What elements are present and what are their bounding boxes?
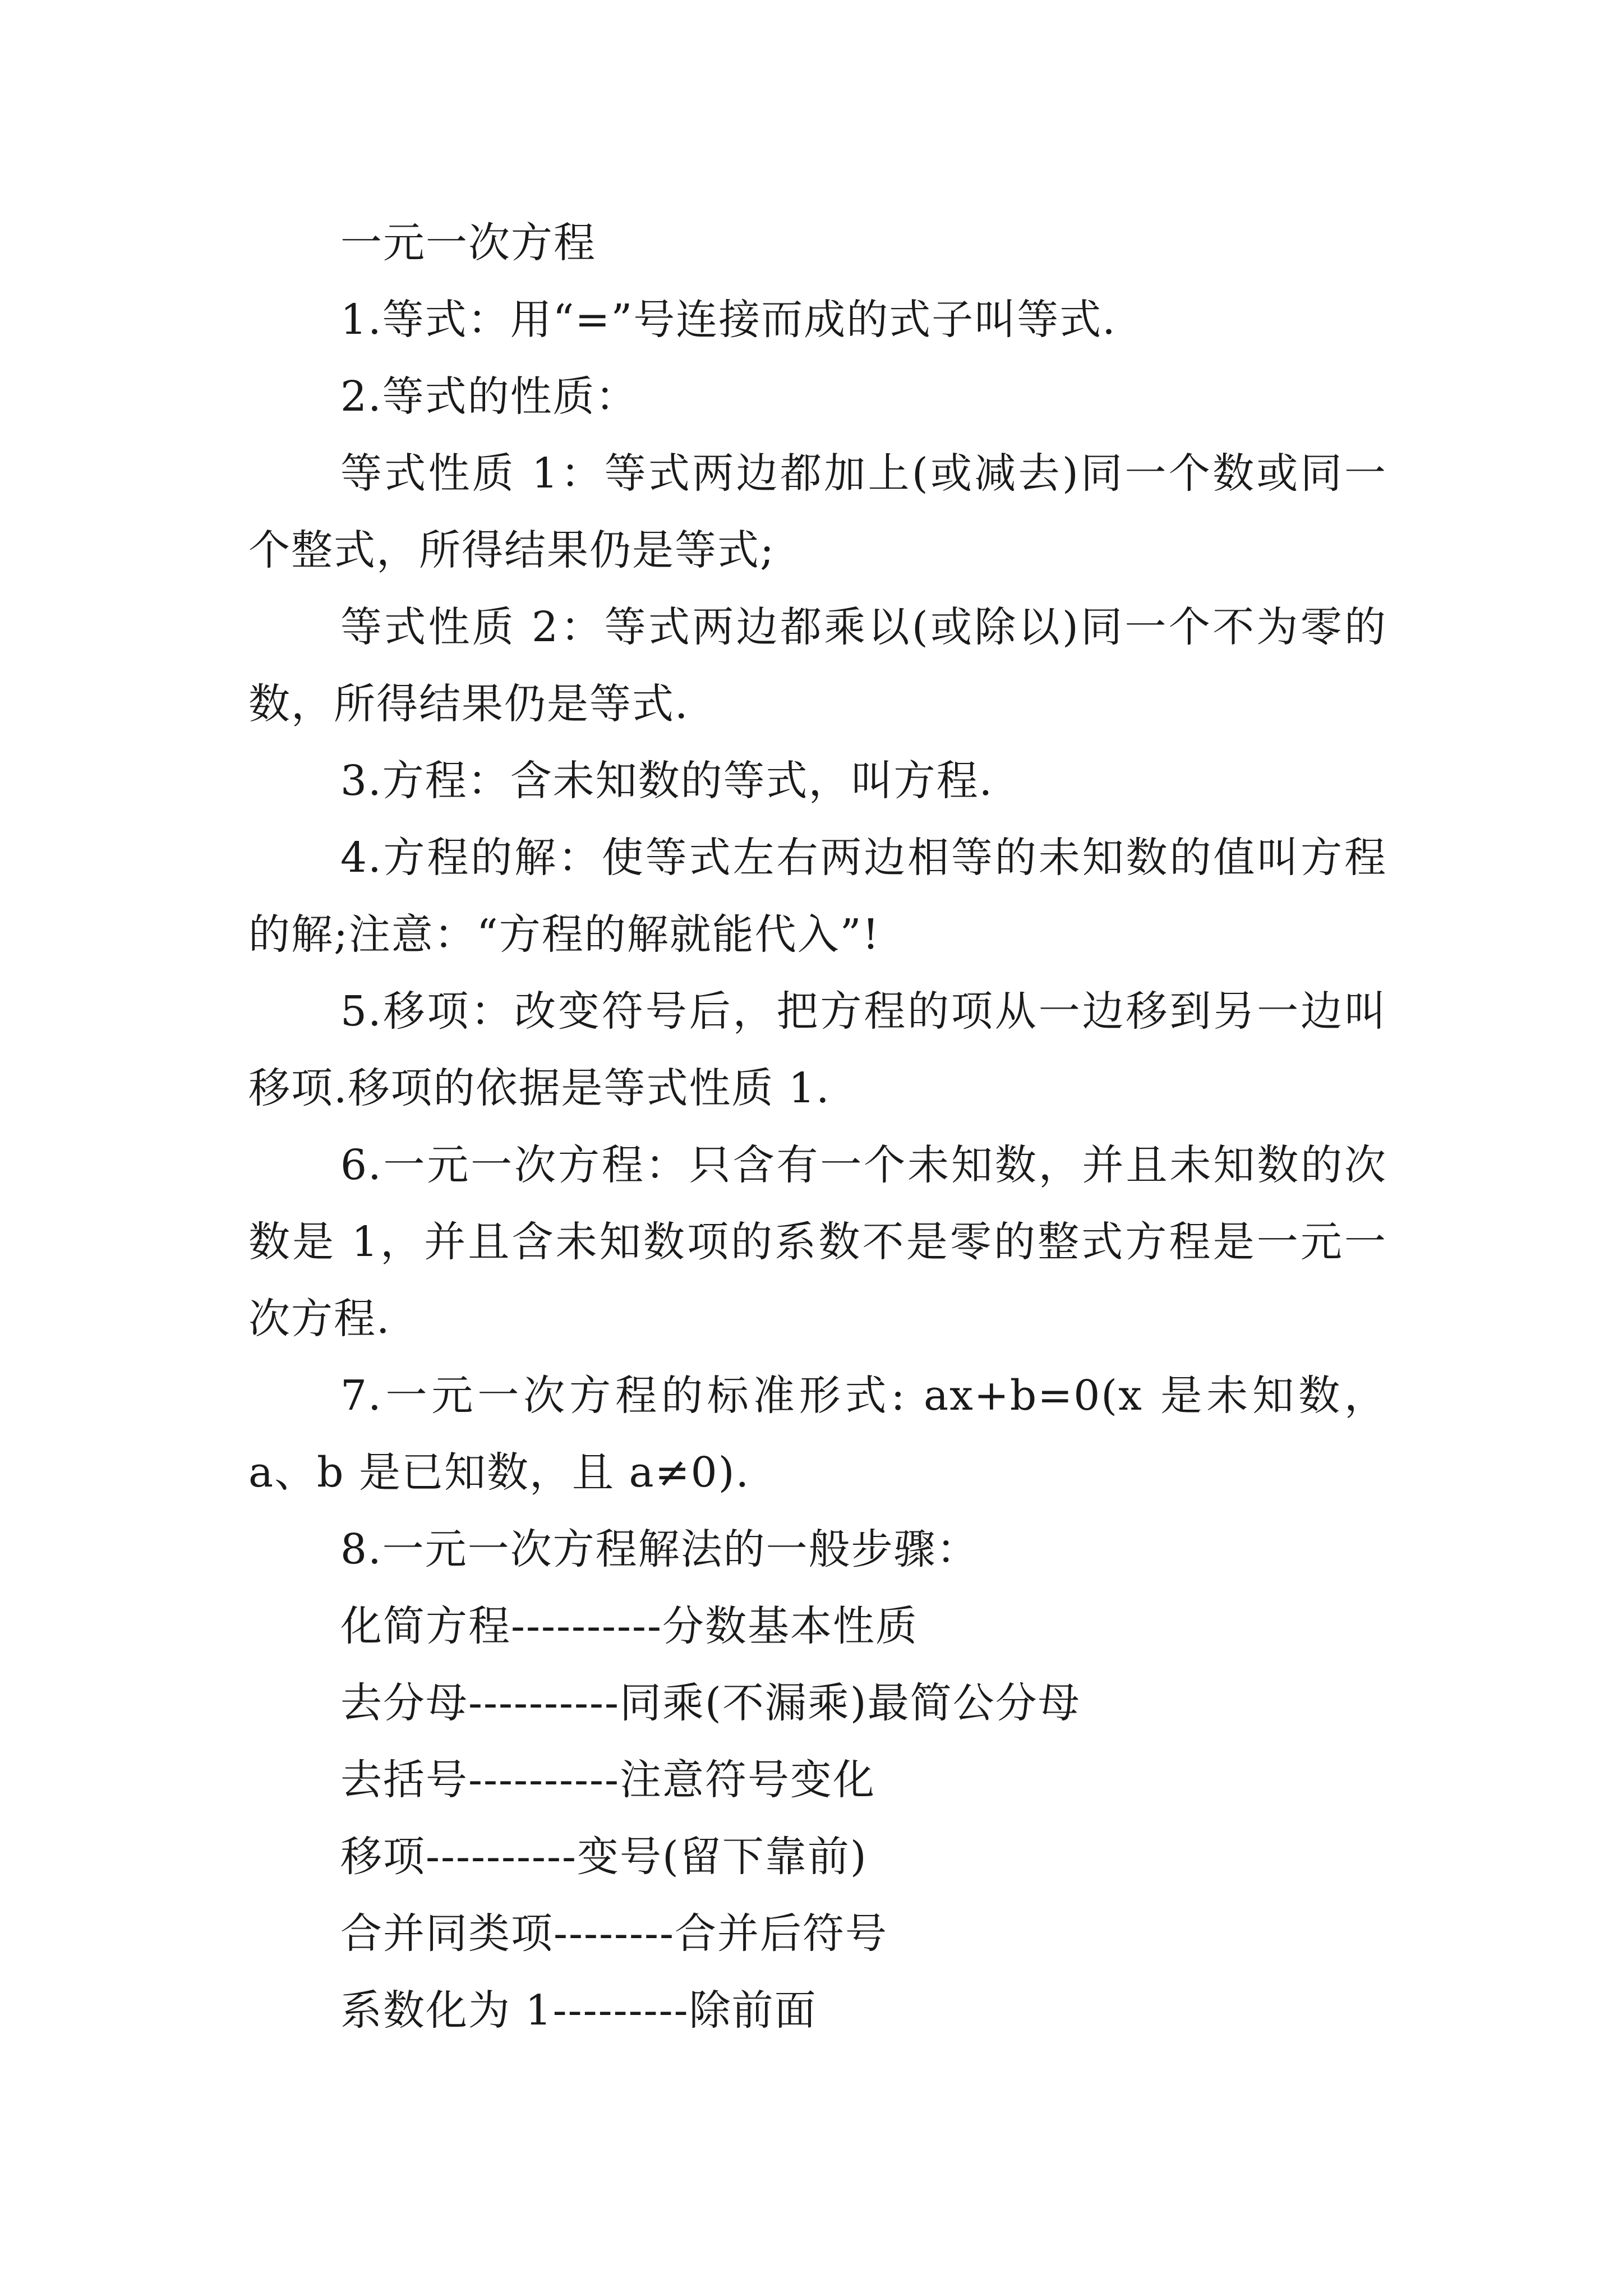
document-title: 一元一次方程 [340, 219, 596, 267]
paragraph-equation-solution: 4.方程的解：使等式左右两边相等的未知数的值叫方程的解;注意：“方程的解就能代入”! [248, 834, 1387, 959]
step-combine-like-terms: 合并同类项--------合并后符号 [340, 1910, 888, 1958]
paragraph-solution-steps: 8.一元一次方程解法的一般步骤： [340, 1525, 979, 1573]
paragraph-linear-equation: 6.一元一次方程：只含有一个未知数，并且未知数的次数是 1，并且含未知数项的系数不是零的整式方程是一元一次方程. [248, 1141, 1387, 1343]
document-body [248, 205, 1387, 2049]
paragraph-transposition: 5.移项：改变符号后，把方程的项从一边移到另一边叫移项.移项的依据是等式性质 1. [248, 987, 1387, 1112]
paragraph-standard-form: 7.一元一次方程的标准形式: ax+b=0(x 是未知数，a、b 是已知数，且 a≠0). [248, 1372, 1387, 1497]
step-simplify: 化简方程----------分数基本性质 [340, 1602, 919, 1650]
paragraph-property-2: 等式性质 2：等式两边都乘以(或除以)同一个不为零的数，所得结果仍是等式. [248, 603, 1387, 728]
step-transpose: 移项----------变号(留下靠前) [340, 1833, 868, 1881]
paragraph-equation-definition: 3.方程：含未知数的等式，叫方程. [340, 757, 994, 805]
paragraph-equality-properties: 2.等式的性质： [340, 372, 638, 421]
step-remove-denominator: 去分母----------同乘(不漏乘)最简公分母 [340, 1679, 1081, 1727]
step-remove-brackets: 去括号----------注意符号变化 [340, 1756, 876, 1804]
paragraph-property-1: 等式性质 1：等式两边都加上(或减去)同一个数或同一个整式，所得结果仍是等式; [248, 449, 1387, 574]
step-coefficient-to-one: 系数化为 1---------除前面 [340, 1986, 817, 2035]
paragraph-equality-definition: 1.等式：用“=”号连接而成的式子叫等式. [340, 296, 1117, 344]
